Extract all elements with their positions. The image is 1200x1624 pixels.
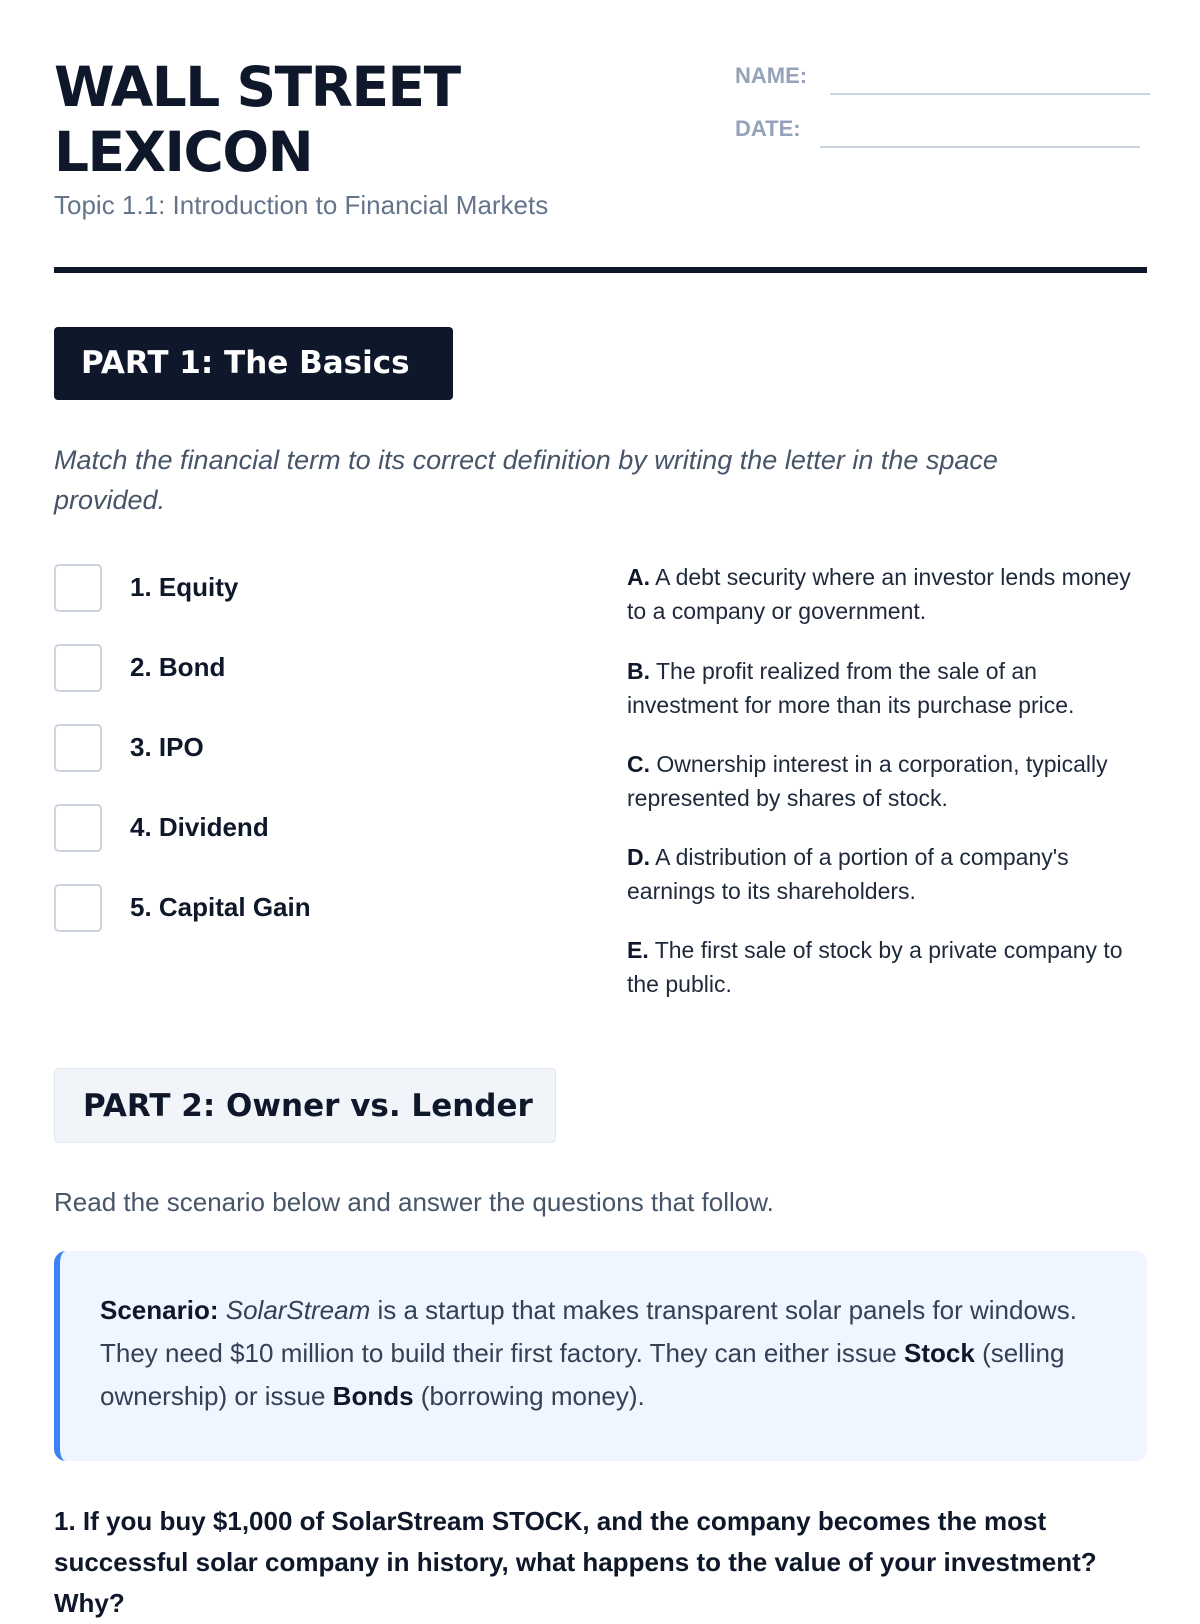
definition-letter: C.	[627, 751, 650, 777]
definition-letter: A.	[627, 564, 650, 590]
date-line[interactable]	[820, 146, 1140, 148]
definition-letter: D.	[627, 844, 650, 870]
part1-heading: PART 1: The Basics	[54, 327, 453, 400]
answer-box[interactable]	[54, 644, 102, 692]
scenario-company: SolarStream	[225, 1295, 371, 1325]
definition-item	[627, 840, 1147, 908]
term-row	[54, 881, 311, 934]
term-row	[54, 721, 204, 774]
answer-box[interactable]	[54, 724, 102, 772]
definition-item	[627, 933, 1147, 1001]
definition-text: A distribution of a portion of a company's earnings to its shareholders.	[627, 844, 1069, 904]
term-label: 2. Bond	[130, 652, 226, 682]
title-line-1: WALL STREET	[54, 55, 460, 119]
part2-heading: PART 2: Owner vs. Lender	[54, 1068, 556, 1143]
header-divider	[54, 267, 1147, 273]
term-label: 1. Equity	[130, 572, 239, 602]
scenario-text-1: is a startup that makes transparent solar panels for windows. They need $10 million to build their first factory. They can either issue	[100, 1295, 1077, 1368]
term-label: 4. Dividend	[130, 812, 269, 842]
term-row	[54, 561, 238, 614]
definition-item	[627, 560, 1147, 628]
part2-instructions: Read the scenario below and answer the questions that follow.	[54, 1187, 774, 1217]
definition-text: A debt security where an investor lends money to a company or government.	[627, 564, 1131, 624]
name-field	[735, 55, 1150, 95]
definition-item	[627, 747, 1147, 815]
scenario-text-2: (selling ownership) or issue	[100, 1338, 1065, 1411]
answer-box[interactable]	[54, 884, 102, 932]
name-label: NAME:	[735, 63, 808, 88]
title-line-2: LEXICON	[54, 120, 313, 184]
definition-item	[627, 654, 1147, 722]
term-label: 5. Capital Gain	[130, 892, 311, 922]
answer-box[interactable]	[54, 804, 102, 852]
term-row	[54, 801, 269, 854]
definition-text: Ownership interest in a corporation, typically represented by shares of stock.	[627, 751, 1108, 811]
scenario-text-3: (borrowing money).	[420, 1381, 645, 1411]
definition-text: The first sale of stock by a private company to the public.	[627, 937, 1123, 997]
scenario-bonds: Bonds	[332, 1381, 414, 1411]
date-field	[735, 108, 1140, 148]
definition-text: The profit realized from the sale of an investment for more than its purchase price.	[627, 658, 1075, 718]
scenario-box	[54, 1251, 1147, 1461]
scenario-stock: Stock	[904, 1338, 975, 1368]
term-label: 3. IPO	[130, 732, 204, 762]
worksheet-page	[54, 0, 1147, 1618]
worksheet-title	[54, 55, 654, 185]
scenario-label: Scenario:	[100, 1295, 219, 1325]
topic-subtitle: Topic 1.1: Introduction to Financial Markets	[54, 190, 549, 220]
part1-instructions: Match the financial term to its correct definition by writing the letter in the space provided.	[54, 445, 998, 515]
term-row	[54, 641, 225, 694]
definition-letter: E.	[627, 937, 649, 963]
definition-letter: B.	[627, 658, 650, 684]
answer-box[interactable]	[54, 564, 102, 612]
question-1: 1. If you buy $1,000 of SolarStream STOCK, and the company becomes the most successful solar company in history, what happens to the value of your investment? Why?	[54, 1506, 1097, 1618]
name-line[interactable]	[830, 93, 1150, 95]
date-label: DATE:	[735, 116, 801, 141]
